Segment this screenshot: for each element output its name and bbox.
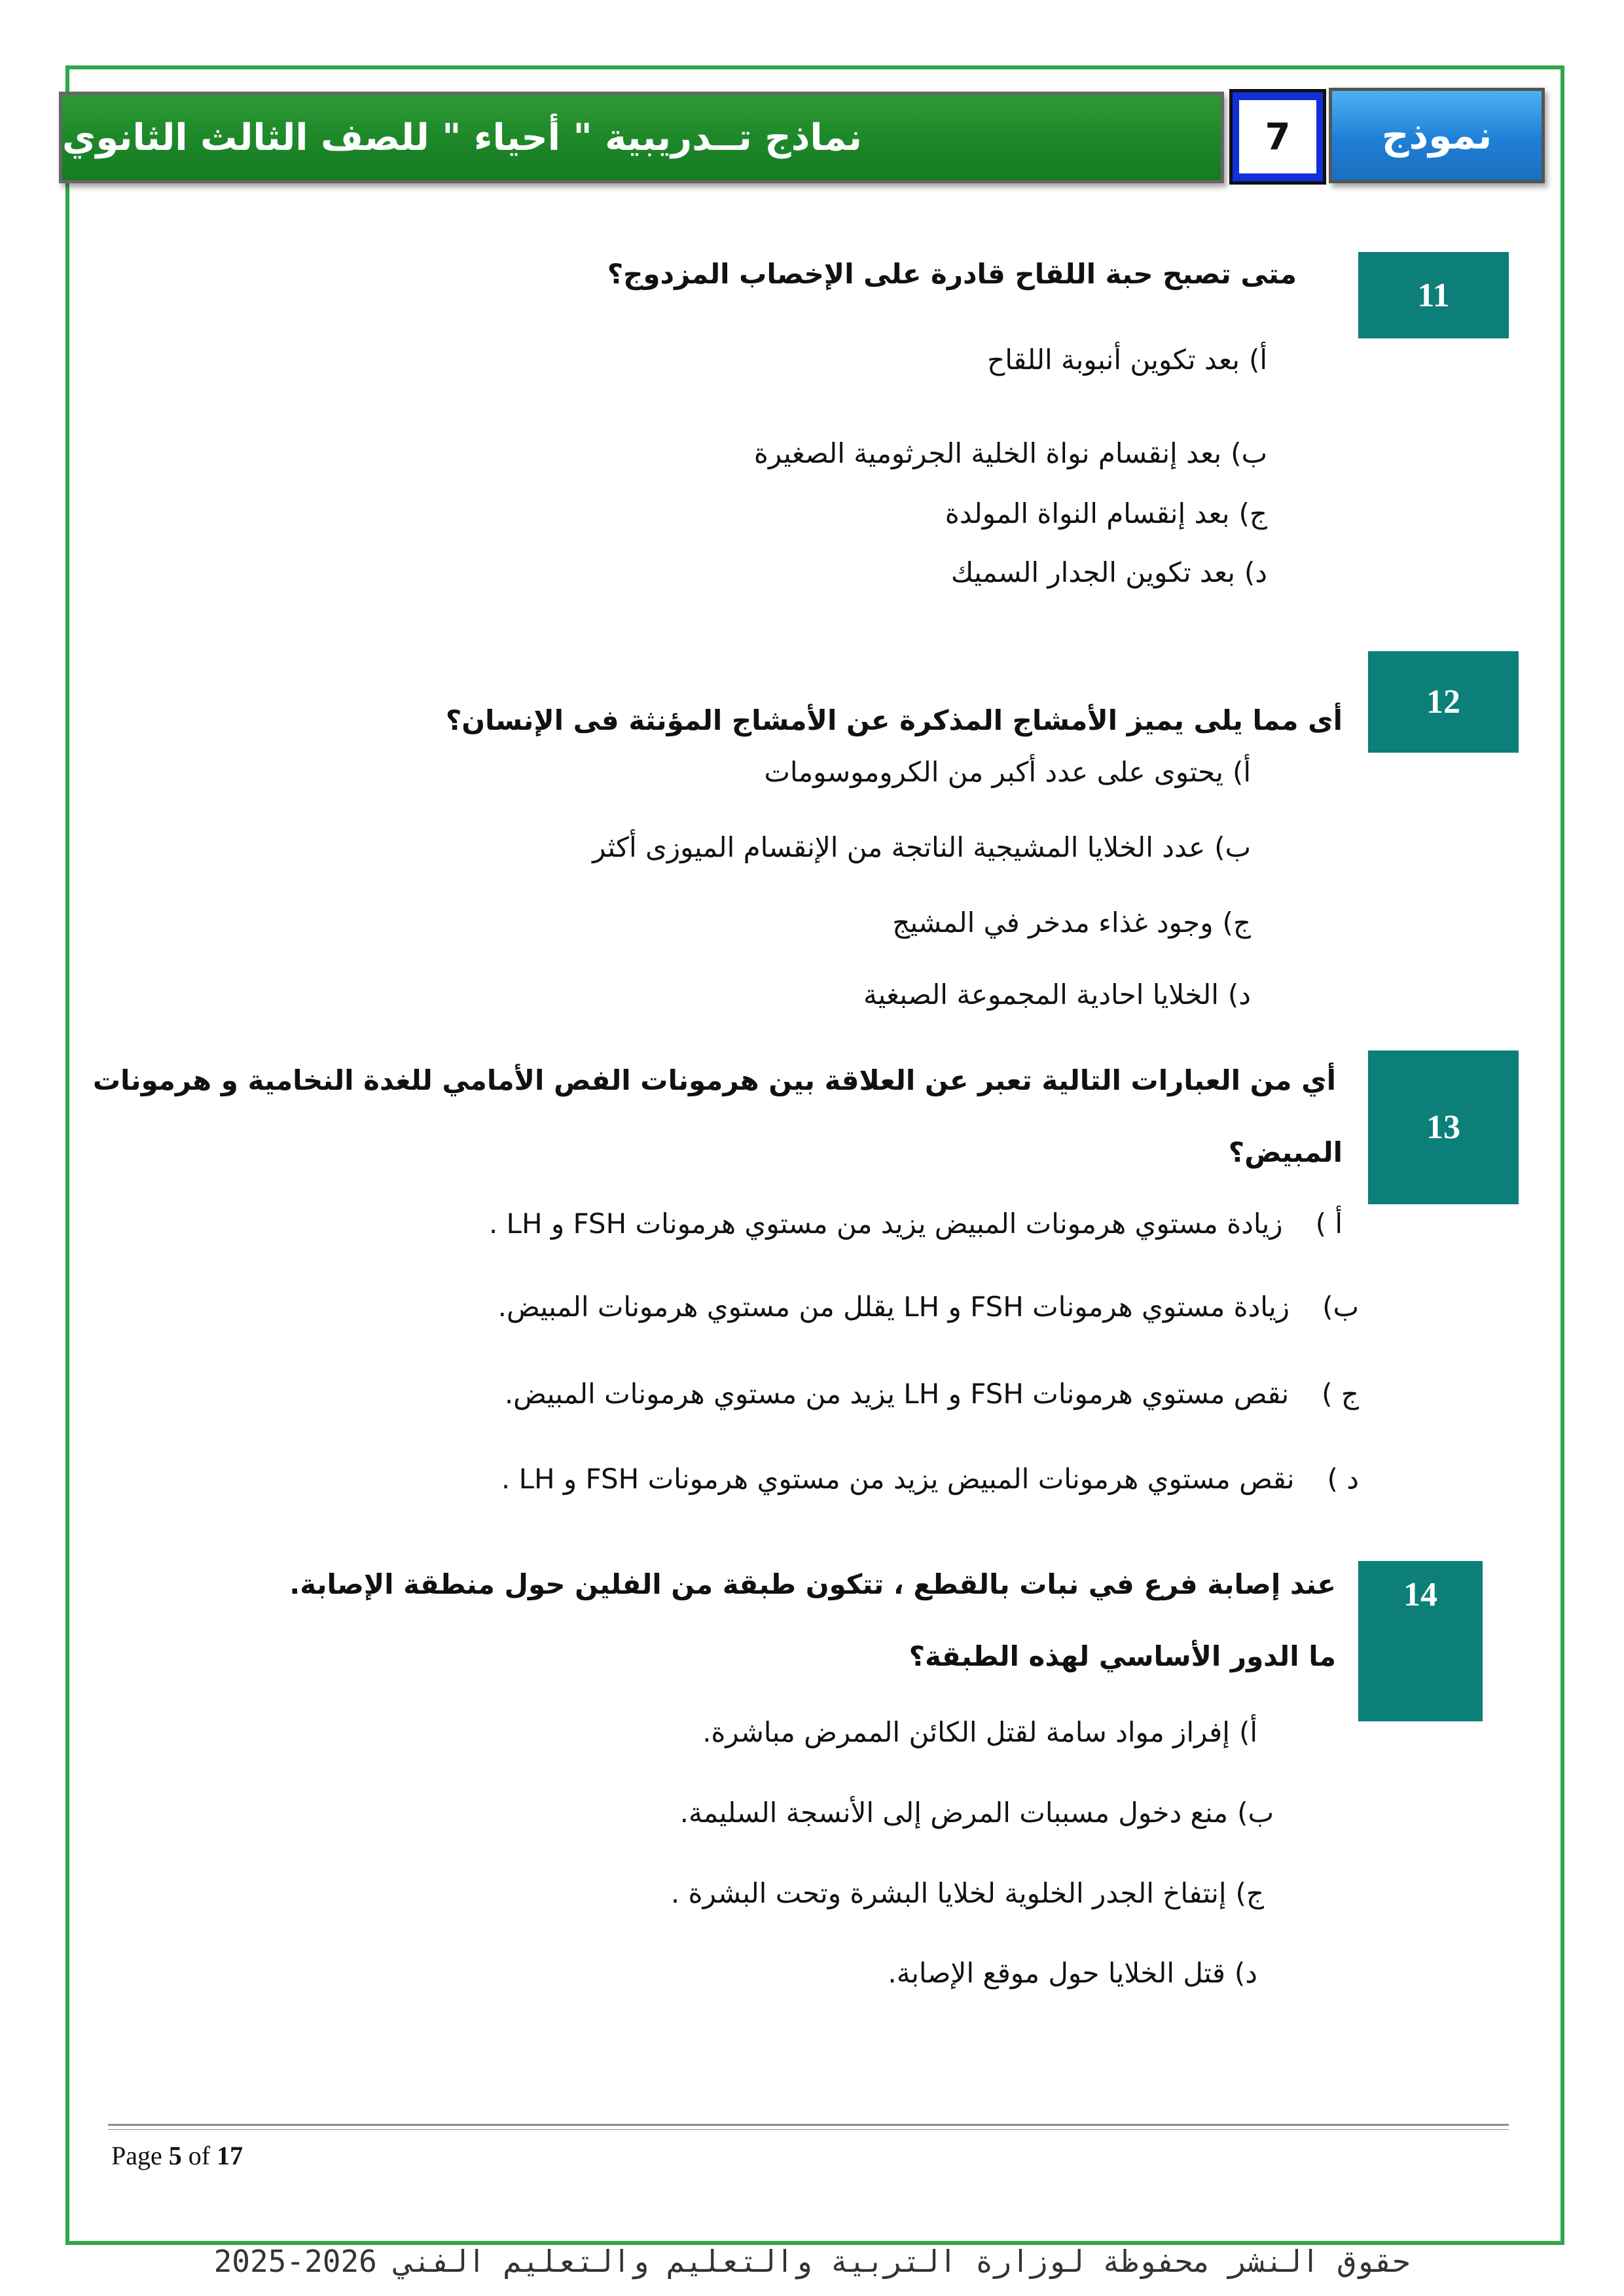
footer-divider bbox=[108, 2124, 1509, 2126]
page-number bbox=[111, 2140, 243, 2171]
option-b bbox=[754, 437, 1267, 469]
option-d bbox=[863, 978, 1251, 1011]
question-number-badge bbox=[1368, 1050, 1519, 1204]
option-mark: د) bbox=[1227, 978, 1251, 1011]
question-number: 11 bbox=[1417, 276, 1450, 314]
option-text: نقص مستوي هرمونات FSH و LH يزيد من مستوي هرمونات المبيض. bbox=[504, 1378, 1290, 1410]
option-mark: د ) bbox=[1327, 1463, 1359, 1495]
option-c bbox=[505, 1378, 1359, 1410]
copyright-notice: حقوق النشر محفوظة لوزارة التربية والتعليم والتعليم الفني 2026-2025 bbox=[213, 2244, 1411, 2279]
option-text: زيادة مستوي هرمونات المبيض يزيد من مستوي هرمونات FSH و LH . bbox=[488, 1208, 1283, 1240]
option-mark: ب) bbox=[1214, 831, 1251, 863]
option-text: زيادة مستوي هرمونات FSH و LH يقلل من مستوي هرمونات المبيض. bbox=[497, 1291, 1290, 1323]
option-mark: د) bbox=[1244, 556, 1267, 588]
page-total: 17 bbox=[217, 2141, 244, 2170]
model-number-box bbox=[1229, 89, 1326, 185]
option-mark: ب) bbox=[1237, 1797, 1274, 1829]
option-c bbox=[945, 497, 1267, 529]
header-title: نماذج تــدريبية " أحياء " للصف الثالث الثانوي bbox=[62, 116, 862, 159]
model-label: نموذج bbox=[1381, 113, 1492, 158]
question-text: أى مما يلى يميز الأمشاج المذكرة عن الأمشاج المؤنثة فى الإنسان؟ bbox=[445, 704, 1343, 736]
option-d bbox=[888, 1957, 1257, 1989]
option-c bbox=[892, 906, 1251, 939]
option-mark: ب) bbox=[1322, 1291, 1359, 1323]
option-mark: ب) bbox=[1231, 437, 1267, 469]
question-number-badge bbox=[1368, 651, 1519, 753]
option-mark: أ) bbox=[1238, 1716, 1257, 1748]
option-text: نقص مستوي هرمونات المبيض يزيد من مستوي هرمونات FSH و LH . bbox=[501, 1463, 1295, 1495]
question-text: متى تصبح حبة اللقاح قادرة على الإخصاب المزدوج؟ bbox=[607, 258, 1297, 290]
option-b bbox=[680, 1797, 1274, 1829]
question-number: 14 bbox=[1403, 1576, 1437, 1613]
option-text: منع دخول مسببات المرض إلى الأنسجة السليمة. bbox=[679, 1797, 1229, 1829]
page-current: 5 bbox=[168, 2141, 182, 2170]
header-title-bar bbox=[59, 92, 1224, 183]
option-mark: ج) bbox=[1222, 906, 1251, 939]
option-text: بعد إنقسام نواة الخلية الجرثومية الصغيرة bbox=[753, 437, 1222, 469]
option-text: يحتوى على عدد أكبر من الكروموسومات bbox=[764, 756, 1223, 788]
option-text: قتل الخلايا حول موقع الإصابة. bbox=[888, 1957, 1225, 1989]
page-prefix: Page bbox=[111, 2141, 162, 2170]
option-b bbox=[592, 831, 1251, 863]
option-text: إفراز مواد سامة لقتل الكائن الممرض مباشرة. bbox=[702, 1716, 1230, 1748]
question-number-badge bbox=[1358, 252, 1509, 338]
question-text-continued: المبيض؟ bbox=[1228, 1136, 1343, 1168]
option-mark: د) bbox=[1234, 1957, 1257, 1989]
option-c bbox=[671, 1877, 1264, 1909]
question-text: أي من العبارات التالية تعبر عن العلاقة بين هرمونات الفص الأمامي للغدة النخامية و هرمونات bbox=[92, 1064, 1336, 1096]
option-mark: أ ) bbox=[1315, 1208, 1343, 1240]
question-number: 12 bbox=[1426, 683, 1460, 721]
option-mark: ج ) bbox=[1322, 1378, 1359, 1410]
option-text: بعد تكوين أنبوبة اللقاح bbox=[987, 344, 1240, 376]
option-mark: أ) bbox=[1232, 756, 1251, 788]
option-a bbox=[489, 1208, 1343, 1240]
question-number-badge bbox=[1358, 1561, 1483, 1721]
option-b bbox=[498, 1291, 1359, 1323]
option-text: الخلايا احادية المجموعة الصبغية bbox=[863, 978, 1219, 1011]
model-label-box bbox=[1329, 88, 1545, 183]
question-text: عند إصابة فرع في نبات بالقطع ، تتكون طبقة من الفلين حول منطقة الإصابة. bbox=[289, 1568, 1336, 1600]
option-d bbox=[501, 1463, 1359, 1495]
option-mark: ج) bbox=[1235, 1877, 1264, 1909]
option-d bbox=[951, 556, 1267, 588]
question-number: 13 bbox=[1426, 1109, 1460, 1146]
option-a bbox=[987, 344, 1267, 376]
option-text: إنتفاخ الجدر الخلوية لخلايا البشرة وتحت البشرة . bbox=[670, 1877, 1227, 1909]
option-mark: ج) bbox=[1238, 497, 1267, 529]
option-mark: أ) bbox=[1248, 344, 1267, 376]
page-of: of bbox=[188, 2141, 211, 2170]
question-text-continued: ما الدور الأساسي لهذه الطبقة؟ bbox=[909, 1640, 1336, 1672]
option-text: بعد تكوين الجدار السميك bbox=[950, 556, 1235, 588]
option-text: بعد إنقسام النواة المولدة bbox=[945, 497, 1230, 529]
option-text: وجود غذاء مدخر في المشيج bbox=[892, 906, 1214, 939]
option-a bbox=[702, 1716, 1257, 1748]
option-a bbox=[764, 756, 1251, 788]
option-text: عدد الخلايا المشيجية الناتجة من الإنقسام الميوزى أكثر bbox=[592, 831, 1206, 863]
model-number: 7 bbox=[1239, 100, 1316, 173]
footer-divider-thin bbox=[108, 2129, 1509, 2130]
